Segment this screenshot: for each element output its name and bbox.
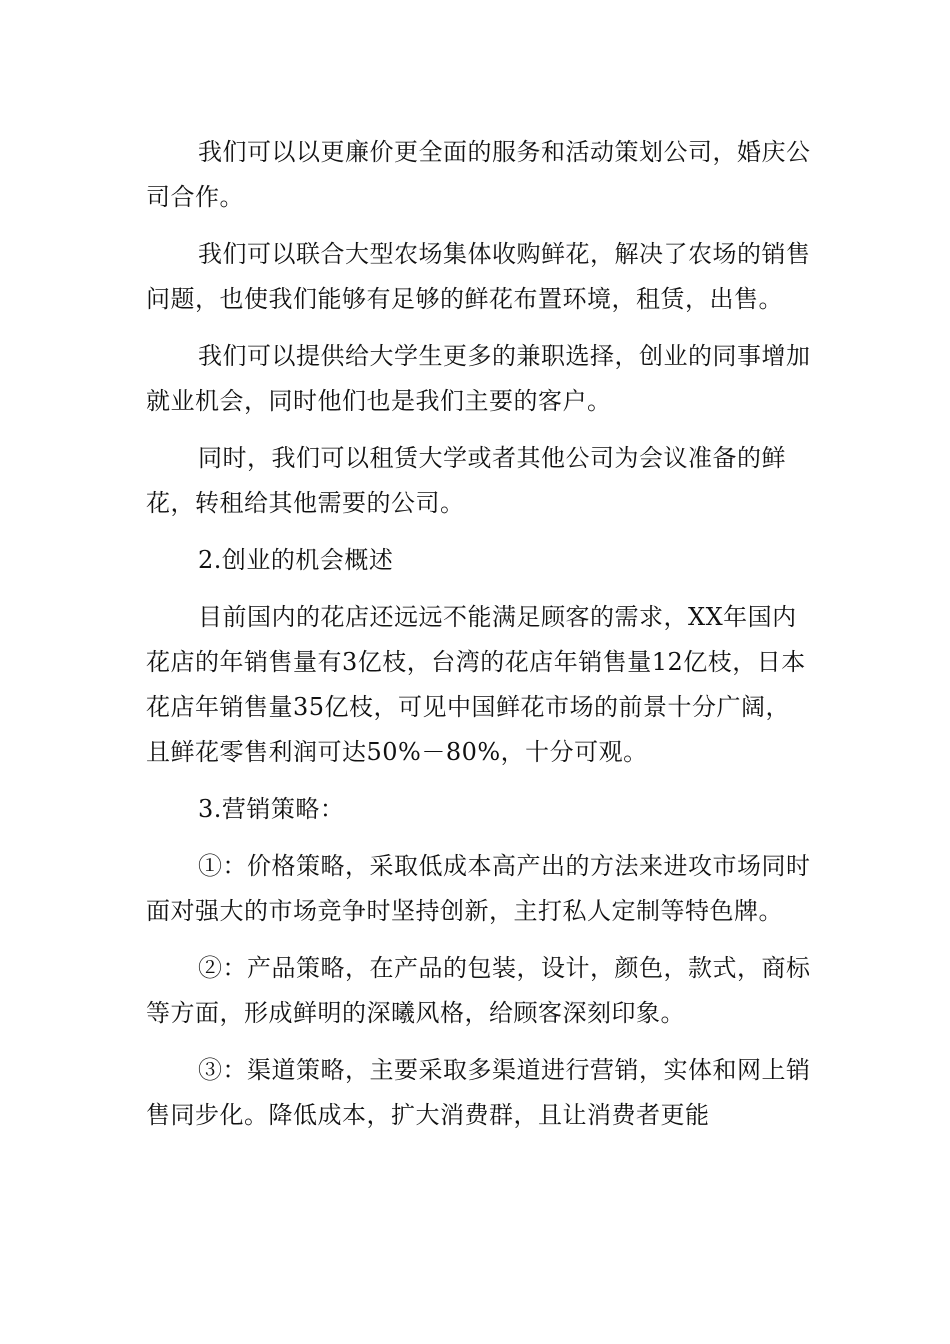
- paragraph-price-strategy: ①：价格策略，采取低成本高产出的方法来进攻市场同时面对强大的市场竞争时坚持创新，主打私人定制等特色牌。: [146, 852, 811, 925]
- paragraph-rental: 同时，我们可以租赁大学或者其他公司为会议准备的鲜花，转租给其他需要的公司。: [146, 444, 786, 517]
- section-heading-opportunity: 2.创业的机会概述: [198, 546, 394, 574]
- section-heading-marketing: 3.营销策略：: [198, 795, 345, 823]
- paragraph-channel-strategy: ③：渠道策略，主要采取多渠道进行营销，实体和网上销售同步化。降低成本，扩大消费群，且让消费者更能: [146, 1056, 811, 1129]
- paragraph-market-overview: 目前国内的花店还远远不能满足顾客的需求，XX年国内花店的年销售量有3亿枝，台湾的花店年销售量12亿枝，日本花店年销售量35亿枝，可见中国鲜花市场的前景十分广阔，且鲜花零售利润可达50%－80%，十分可观。: [146, 603, 806, 766]
- paragraph-product-strategy: ②：产品策略，在产品的包装，设计，颜色，款式，商标等方面，形成鲜明的深曦风格，给顾客深刻印象。: [146, 954, 811, 1027]
- document-body: [146, 130, 811, 1150]
- paragraph-partnership: 我们可以以更廉价更全面的服务和活动策划公司，婚庆公司合作。: [146, 138, 811, 211]
- paragraph-student-jobs: 我们可以提供给大学生更多的兼职选择，创业的同事增加就业机会，同时他们也是我们主要的客户。: [146, 342, 811, 415]
- paragraph-farm-purchase: 我们可以联合大型农场集体收购鲜花，解决了农场的销售问题，也使我们能够有足够的鲜花布置环境，租赁，出售。: [146, 240, 811, 313]
